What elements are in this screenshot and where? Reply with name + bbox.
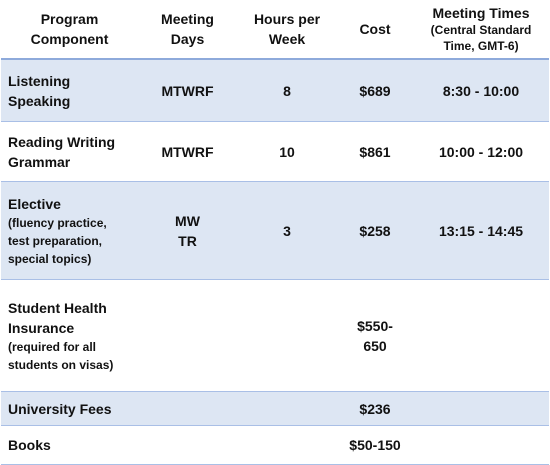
component-name: Student Health [8,299,107,316]
component-name: Grammar [8,153,71,170]
component-name: Books [8,437,51,453]
header-text: Time, GMT-6) [443,38,519,53]
days-text: MW [175,212,200,229]
days-cell [138,426,237,465]
component-cell [1,122,138,182]
header-text: Component [30,31,109,47]
table-row [1,392,549,426]
table-row [1,426,549,465]
program-cost-table [1,0,549,465]
header-text: Week [268,31,306,47]
table-row [1,280,549,392]
hours-cell: 3 [237,182,337,280]
header-text: Program [40,11,99,27]
cost-text: $550- [357,317,393,334]
hours-cell: 8 [237,59,337,122]
header-text: Days [170,31,205,47]
times-cell [413,426,549,465]
component-note: test preparation, [8,233,103,248]
cost-cell: $258 [337,182,413,280]
times-cell: 8:30 - 10:00 [413,59,549,122]
days-cell [138,182,237,280]
header-meeting-times [413,0,549,59]
header-hours-per-week [237,0,337,59]
component-cell [1,59,138,122]
component-name: Elective [8,195,61,212]
times-cell: 13:15 - 14:45 [413,182,549,280]
header-row [1,0,549,59]
cost-text: 650 [363,337,387,354]
component-cell [1,392,138,426]
component-cell [1,280,138,392]
hours-cell [237,426,337,465]
component-note: special topics) [8,251,92,266]
hours-cell [237,280,337,392]
days-cell: MTWRF [138,122,237,182]
component-name: Reading Writing [8,133,116,150]
days-cell [138,392,237,426]
component-note: students on visas) [8,357,114,372]
component-name: Listening [8,72,71,89]
days-cell [138,280,237,392]
times-cell [413,280,549,392]
header-text: Meeting [161,11,214,27]
cost-cell: $236 [337,392,413,426]
times-cell [413,392,549,426]
cost-cell: $50-150 [337,426,413,465]
times-cell: 10:00 - 12:00 [413,122,549,182]
component-name: University Fees [8,400,112,417]
cost-cell [337,280,413,392]
cost-cell: $861 [337,122,413,182]
header-text: (Central Standard [430,22,532,37]
header-text: Cost [359,21,391,37]
hours-cell [237,392,337,426]
table-row [1,59,549,122]
cost-cell: $689 [337,59,413,122]
component-name: Insurance [8,319,75,336]
table-row [1,182,549,280]
component-note: (fluency practice, [8,215,107,230]
days-cell: MTWRF [138,59,237,122]
header-cost [337,0,413,59]
component-note: (required for all [8,339,97,354]
component-cell [1,426,138,465]
days-text: TR [178,232,197,249]
header-meeting-days [138,0,237,59]
header-text: Hours per [253,11,321,27]
header-text: Meeting Times [432,4,530,21]
component-name: Speaking [8,92,71,109]
table-row [1,122,549,182]
header-program-component [1,0,138,59]
hours-cell: 10 [237,122,337,182]
component-cell [1,182,138,280]
